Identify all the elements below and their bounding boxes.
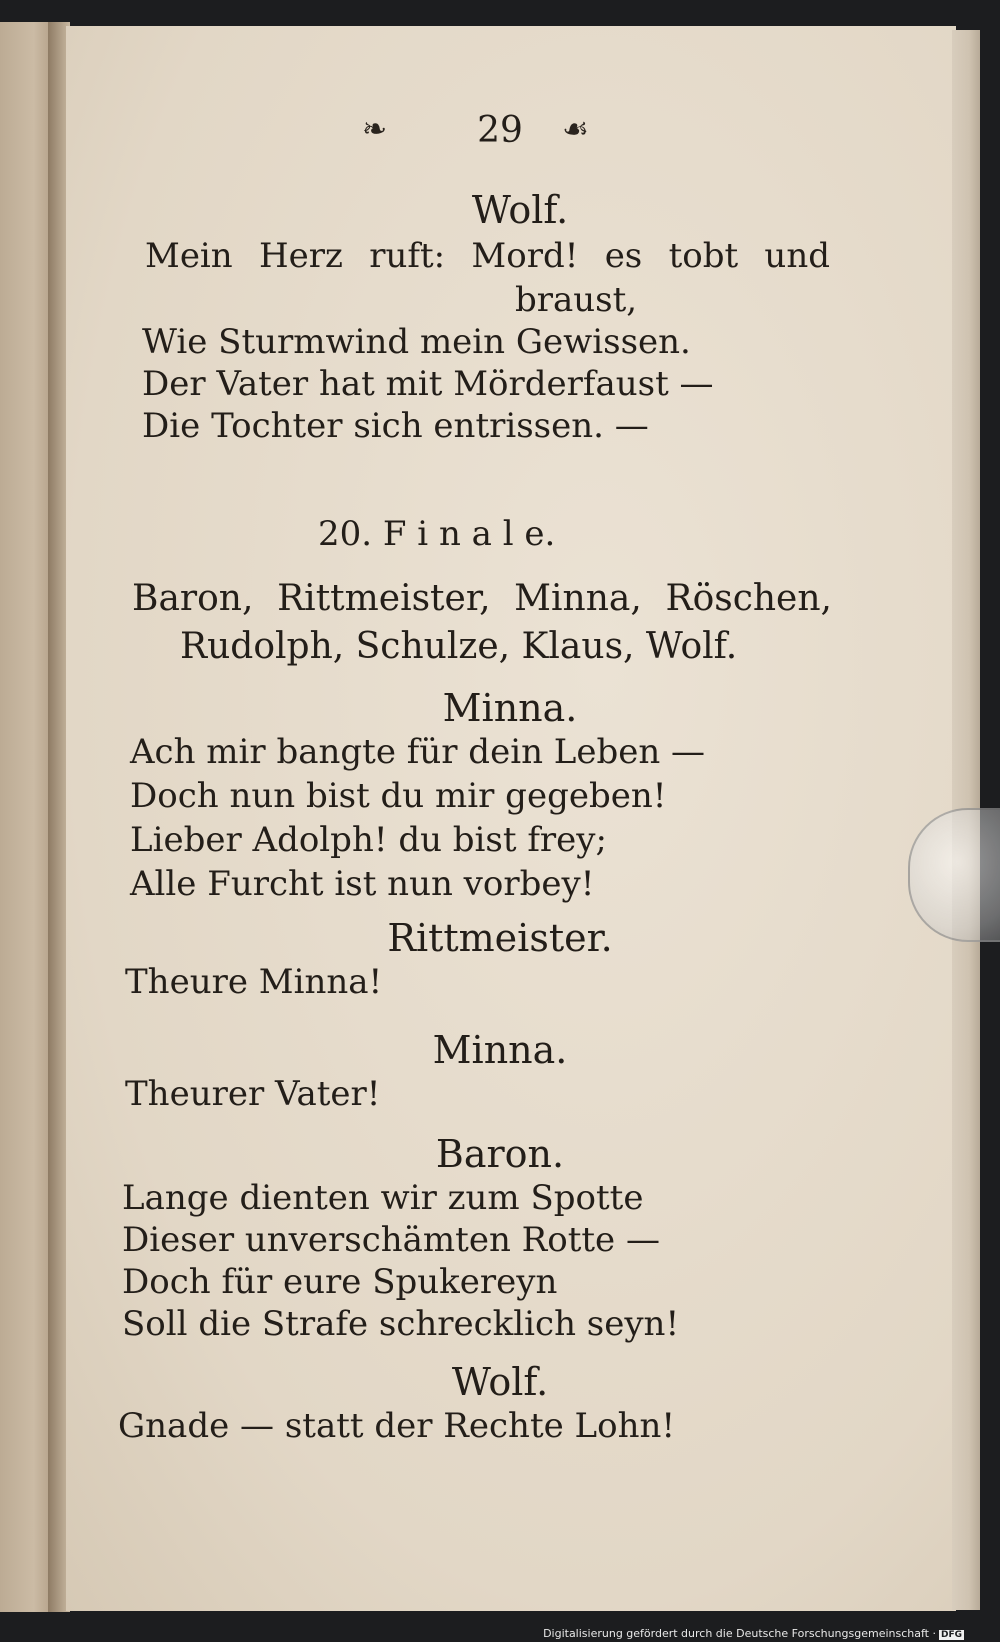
speaker-wolf-2: Wolf. <box>451 1360 549 1404</box>
verse-line: Gnade — statt der Rechte Lohn! <box>118 1406 676 1446</box>
speaker-rittmeister: Rittmeister. <box>387 916 613 960</box>
digitization-credit <box>543 1627 964 1640</box>
verse-line: Theure Minna! <box>125 962 383 1002</box>
credit-text: Digitalisierung gefördert durch die Deutsche Forschungsgemeinschaft · <box>543 1627 936 1640</box>
verse-line: Lieber Adolph! du bist frey; <box>130 820 607 860</box>
speaker-wolf-1: Wolf. <box>471 188 569 232</box>
verse-line: Lange dienten wir zum Spotte <box>122 1178 644 1218</box>
left-ornament-icon: ❧ <box>362 112 386 147</box>
verse-line: Doch für eure Spukereyn <box>122 1262 558 1302</box>
verse-line: braust, <box>515 280 638 320</box>
verse-line: Die Tochter sich entrissen. — <box>142 406 649 446</box>
verse-line: Theurer Vater! <box>125 1074 381 1114</box>
section-title: 20. F i n a l e. <box>318 514 556 554</box>
verse-line: Alle Furcht ist nun vorbey! <box>130 864 595 904</box>
right-ornament-icon: ☙ <box>562 112 587 147</box>
cast-list-1: Baron, Rittmeister, Minna, Röschen, <box>132 578 832 619</box>
page-number: 29 <box>477 110 523 151</box>
speaker-baron: Baron. <box>435 1132 565 1176</box>
verse-line: Wie Sturmwind mein Gewissen. <box>142 322 691 362</box>
verse-line: Doch nun bist du mir gegeben! <box>130 776 667 816</box>
verse-line: Ach mir bangte für dein Leben — <box>130 732 706 772</box>
verse-line: Der Vater hat mit Mörderfaust — <box>142 364 714 404</box>
verse-line: Soll die Strafe schrecklich seyn! <box>122 1304 680 1344</box>
dfg-logo: DFG <box>940 1630 962 1640</box>
speaker-minna-2: Minna. <box>432 1028 568 1072</box>
speaker-minna-1: Minna. <box>442 686 578 730</box>
verse-line: Dieser unverschämten Rotte — <box>122 1220 660 1260</box>
verse-line: Mein Herz ruft: Mord! es tobt und <box>145 236 830 276</box>
cast-list-2: Rudolph, Schulze, Klaus, Wolf. <box>180 626 738 667</box>
